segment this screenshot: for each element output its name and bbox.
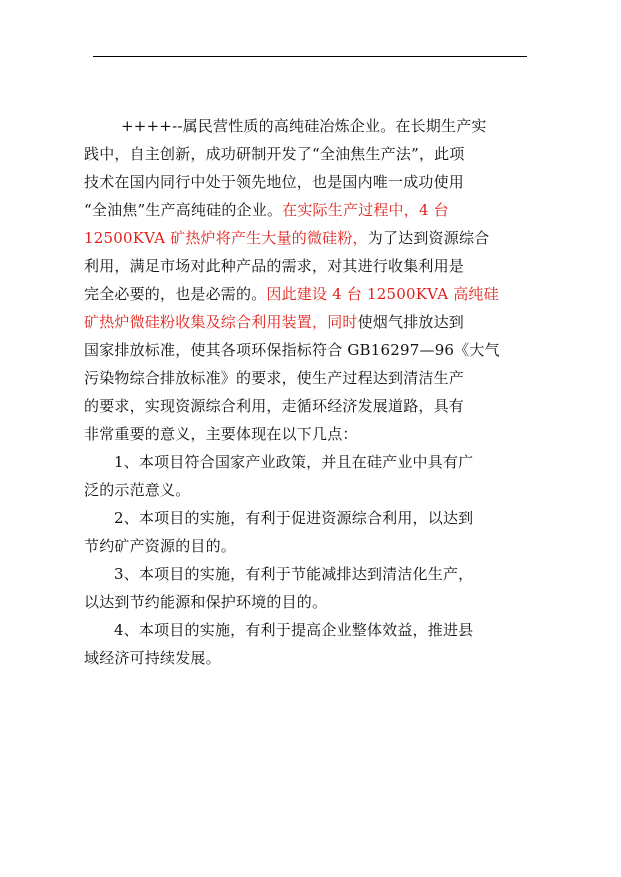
paragraph-line (84, 168, 529, 196)
paragraph-line (84, 280, 529, 308)
paragraph-line (84, 644, 529, 672)
text-run: 4、本项目的实施，有利于提高企业整体效益，推进县 (114, 621, 474, 639)
intro-paragraph (84, 112, 529, 448)
text-run: 污染物综合排放标准》的要求，使生产过程达到清洁生产 (84, 369, 465, 387)
list-item (84, 616, 529, 672)
paragraph-line (84, 476, 529, 504)
text-run: 泛的示范意义。 (84, 481, 191, 499)
text-run: 非常重要的意义，主要体现在以下几点： (84, 425, 358, 443)
text-run: 技术在国内同行中处于领先地位，也是国内唯一成功使用 (84, 173, 465, 191)
header-rule (93, 56, 527, 57)
paragraph-line (84, 252, 529, 280)
text-run: 国家排放标准，使其各项环保指标符合 GB16297—96《大气 (84, 341, 500, 359)
paragraph-line (84, 140, 529, 168)
highlighted-text: 12500KVA 矿热炉将产生大量的微硅粉， (84, 229, 368, 247)
text-run: 完全必要的，也是必需的。 (84, 285, 267, 303)
text-run: 利用，满足市场对此种产品的需求，对其进行收集利用是 (84, 257, 465, 275)
paragraph-line (84, 504, 529, 532)
text-run: 为了达到资源综合 (367, 229, 490, 247)
list-item (84, 560, 529, 616)
paragraph-line (84, 308, 529, 336)
text-run: 2、本项目的实施，有利于促进资源综合利用，以达到 (114, 509, 474, 527)
paragraph-line (84, 364, 529, 392)
paragraph-line (84, 420, 529, 448)
paragraph-line (84, 336, 529, 364)
paragraph-line (84, 448, 529, 476)
text-run: 践中，自主创新，成功研制开发了“全油焦生产法”，此项 (84, 145, 465, 163)
paragraph-line (84, 560, 529, 588)
paragraph-line (84, 588, 529, 616)
text-run: ++++--属民营性质的高纯硅冶炼企业。在长期生产实 (121, 117, 487, 135)
document-body (84, 112, 529, 672)
paragraph-line (84, 196, 529, 224)
paragraph-line (84, 616, 529, 644)
text-run: 域经济可持续发展。 (84, 649, 221, 667)
paragraph-line (84, 112, 529, 140)
paragraph-line (84, 392, 529, 420)
highlighted-text: 矿热炉微硅粉收集及综合利用装置，同时 (84, 313, 358, 331)
list-item (84, 448, 529, 504)
text-run: 节约矿产资源的目的。 (84, 537, 237, 555)
text-run: 使烟气排放达到 (357, 313, 465, 331)
paragraph-line (84, 224, 529, 252)
list-item (84, 504, 529, 560)
highlighted-text: 因此建设 4 台 12500KVA 高纯硅 (266, 285, 499, 303)
text-run: 3、本项目的实施，有利于节能减排达到清洁化生产， (114, 565, 474, 583)
text-run: 1、本项目符合国家产业政策，并且在硅产业中具有广 (114, 453, 474, 471)
highlighted-text: 在实际生产过程中，4 台 (282, 201, 449, 219)
text-run: 以达到节约能源和保护环境的目的。 (84, 593, 328, 611)
text-run: 的要求，实现资源综合利用，走循环经济发展道路，具有 (84, 397, 465, 415)
text-run: “全油焦”生产高纯硅的企业。 (84, 201, 283, 219)
paragraph-line (84, 532, 529, 560)
